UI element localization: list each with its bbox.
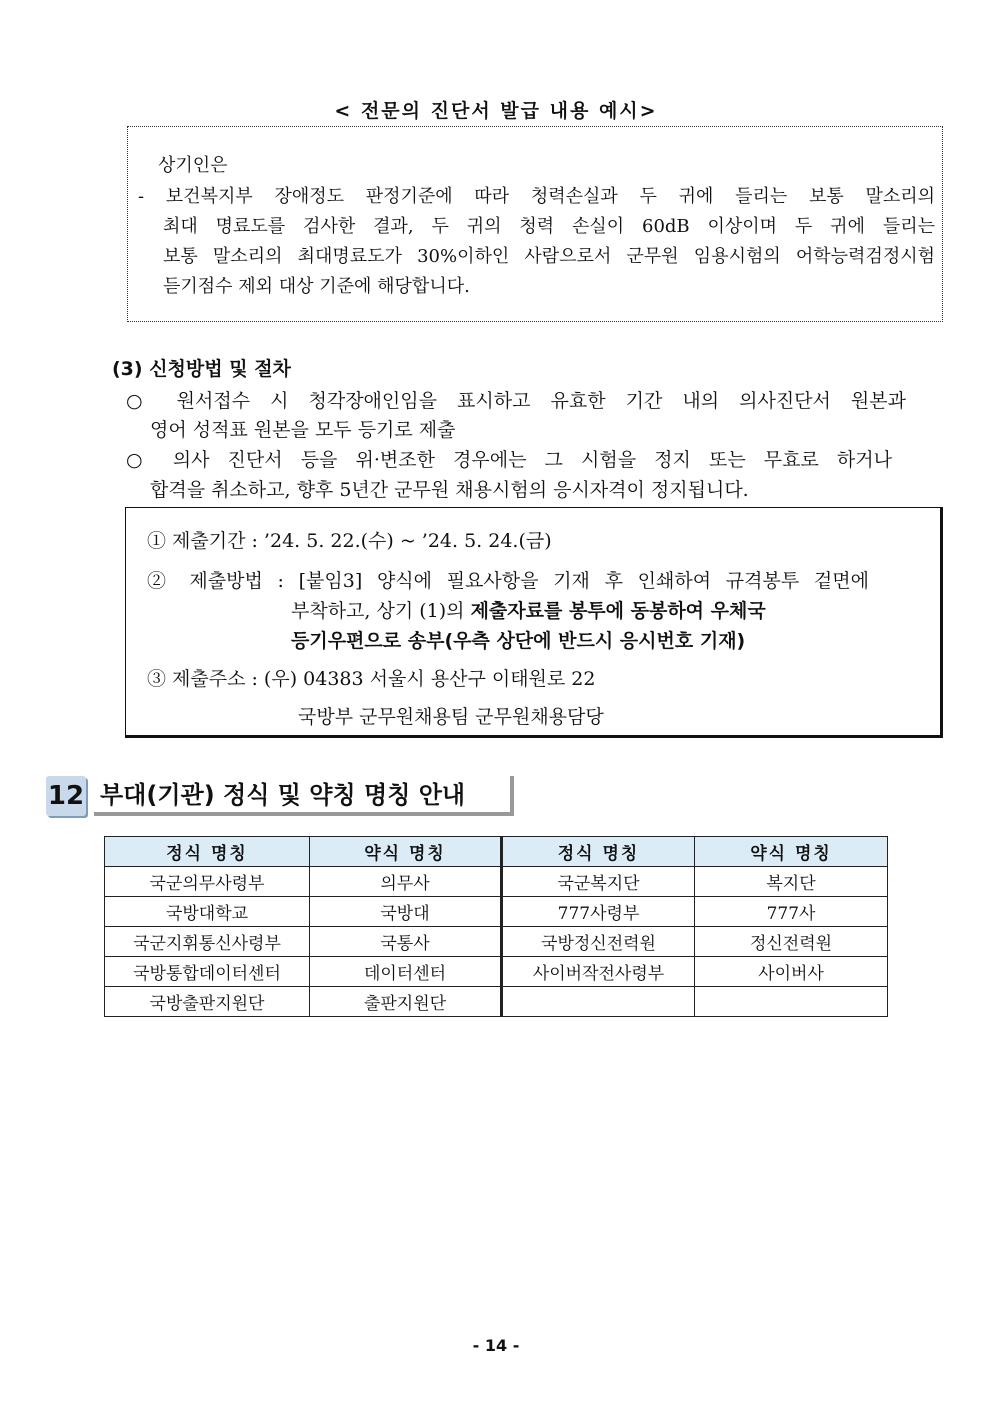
table-cell: 정신전력원 bbox=[695, 927, 888, 957]
table-cell: 국방정신전력원 bbox=[502, 927, 695, 957]
submission-address: ③ 제출주소 : (우) 04383 서울시 용산구 이태원로 22 bbox=[147, 668, 596, 690]
table-cell: 국군의무사령부 bbox=[105, 867, 310, 897]
table-cell: 국군지휘통신사령부 bbox=[105, 927, 310, 957]
bullet-line: ○ 의사 진단서 등을 위·변조한 경우에는 그 시험을 정지 또는 무효로 하거나 bbox=[126, 449, 892, 471]
table-cell: 국통사 bbox=[310, 927, 502, 957]
sample-line: 보통 말소리의 최대명료도가 30%이하인 사람으로서 군무원 임용시험의 어학능력검정시험 bbox=[163, 246, 935, 267]
bullet-line: 합격을 취소하고, 향후 5년간 군무원 채용시험의 응시자격이 정지됩니다. bbox=[150, 479, 749, 501]
table-header: 정식 명칭 bbox=[502, 837, 695, 867]
table-cell: 777사 bbox=[695, 897, 888, 927]
table-cell bbox=[695, 987, 888, 1017]
submission-method bbox=[291, 596, 766, 623]
table-header: 약식 명칭 bbox=[310, 837, 502, 867]
table-cell: 출판지원단 bbox=[310, 987, 502, 1017]
table-row bbox=[105, 867, 888, 897]
table-cell: 국방출판지원단 bbox=[105, 987, 310, 1017]
submission-address-dept: 국방부 군무원채용팀 군무원채용담당 bbox=[298, 706, 604, 728]
table-header: 약식 명칭 bbox=[695, 837, 888, 867]
table-row bbox=[105, 897, 888, 927]
method-bold-text: 제출자료를 봉투에 동봉하여 우체국 bbox=[470, 600, 766, 622]
section-heading: (3) 신청방법 및 절차 bbox=[112, 358, 291, 380]
sample-title: < 전문의 진단서 발급 내용 예시> bbox=[334, 100, 658, 122]
bullet-line: 영어 성적표 원본을 모두 등기로 제출 bbox=[150, 419, 456, 441]
table-row bbox=[105, 957, 888, 987]
table-cell: 복지단 bbox=[695, 867, 888, 897]
table-cell: 국방통합데이터센터 bbox=[105, 957, 310, 987]
bullet-line: ○ 원서접수 시 청각장애인임을 표시하고 유효한 기간 내의 의사진단서 원본과 bbox=[126, 390, 906, 412]
sample-line: 상기인은 bbox=[158, 155, 228, 176]
table-cell: 사이버작전사령부 bbox=[502, 957, 695, 987]
page-number: - 14 - bbox=[472, 1336, 520, 1355]
submission-method-bold: 등기우편으로 송부(우측 상단에 반드시 응시번호 기재) bbox=[291, 630, 746, 652]
table-cell: 국군복지단 bbox=[502, 867, 695, 897]
sample-line: 듣기점수 제외 대상 기준에 해당합니다. bbox=[163, 276, 470, 297]
table-header: 정식 명칭 bbox=[105, 837, 310, 867]
sample-line: - 보건복지부 장애정도 판정기준에 따라 청력손실과 두 귀에 들리는 보통 말소리의 bbox=[138, 186, 935, 207]
table-row bbox=[105, 987, 888, 1017]
sample-line: 최대 명료도를 검사한 결과, 두 귀의 청력 손실이 60dB 이상이며 두 귀에 들리는 bbox=[163, 216, 935, 237]
submission-method: ② 제출방법 : [붙임3] 양식에 필요사항을 기재 후 인쇄하여 규격봉투 겉면에 bbox=[147, 570, 869, 592]
submission-period: ① 제출기간 : ’24. 5. 22.(수) ~ ’24. 5. 24.(금) bbox=[147, 530, 552, 552]
table-row bbox=[105, 927, 888, 957]
table-cell: 사이버사 bbox=[695, 957, 888, 987]
sample-box bbox=[127, 126, 943, 322]
table-cell: 의무사 bbox=[310, 867, 502, 897]
unit-names-table bbox=[104, 836, 888, 1017]
table-header-row bbox=[105, 837, 888, 867]
table-cell: 국방대 bbox=[310, 897, 502, 927]
method-text: 부착하고, 상기 (1)의 bbox=[291, 600, 471, 622]
table-cell: 데이터센터 bbox=[310, 957, 502, 987]
table-cell bbox=[502, 987, 695, 1017]
section-number-badge: 12 bbox=[46, 776, 86, 816]
section-title: 부대(기관) 정식 및 약칭 명칭 안내 bbox=[94, 776, 514, 816]
table-cell: 국방대학교 bbox=[105, 897, 310, 927]
table-cell: 777사령부 bbox=[502, 897, 695, 927]
submission-box bbox=[125, 507, 943, 738]
